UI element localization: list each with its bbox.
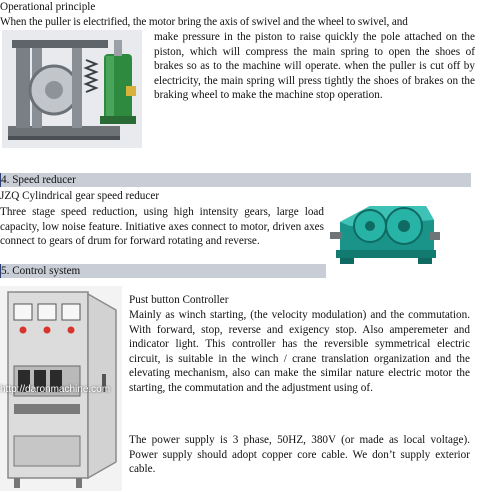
control-system-body-2: The power supply is 3 phase, 50HZ, 380V (or made as local voltage). Power supply should adopt copper core cable. We don’t supply exterior cable. bbox=[129, 434, 470, 476]
speed-reducer-subtitle: JZQ Cylindrical gear speed reducer bbox=[0, 190, 160, 202]
watermark-text: http://daronmachine.com bbox=[0, 384, 111, 395]
control-system-header-bar bbox=[0, 264, 326, 278]
speed-reducer-header-bar bbox=[0, 173, 471, 187]
brake-thruster-image bbox=[2, 30, 142, 148]
speed-reducer-header: 4. Speed reducer bbox=[1, 174, 76, 186]
gear-reducer-image bbox=[330, 192, 440, 270]
operational-principle-paragraph: make pressure in the piston to raise quickly the pole attached on the piston, which will compress the main spring to open the shoes of brakes so as to the machine will operate. when the puller is cut off by electricity, the main spring will press tightly the shoes of brakes on the braking wheel to make the machine stop operation. bbox=[154, 31, 475, 102]
control-system-body-1: Mainly as winch starting, (the velocity modulation) and the commutation. With forward, stop, reverse and exigency stop. Also amperemeter and indicator light. This controller has the reversible symmetrical electric circuit, is suitable in the winch / crane translation organization and the elevating mechanism, also can make the similar nature electric motor the starting, the commutation and the adjustment using of. bbox=[129, 309, 470, 394]
speed-reducer-body: Three stage speed reduction, using high intensity gears, large load capacity, low noise feature. Initiative axes connect to motor, driven axes connect to gears of drum for forward rotating and reverse. bbox=[0, 206, 324, 248]
control-system-subtitle: Pust button Controller bbox=[129, 294, 229, 306]
operational-principle-line1: When the puller is electrified, the motor bring the axis of swivel and the wheel to swivel, and bbox=[0, 16, 408, 28]
operational-principle-title: Operational principle bbox=[0, 1, 96, 13]
control-cabinet-image bbox=[0, 286, 122, 491]
control-system-header: 5. Control system bbox=[1, 265, 81, 277]
